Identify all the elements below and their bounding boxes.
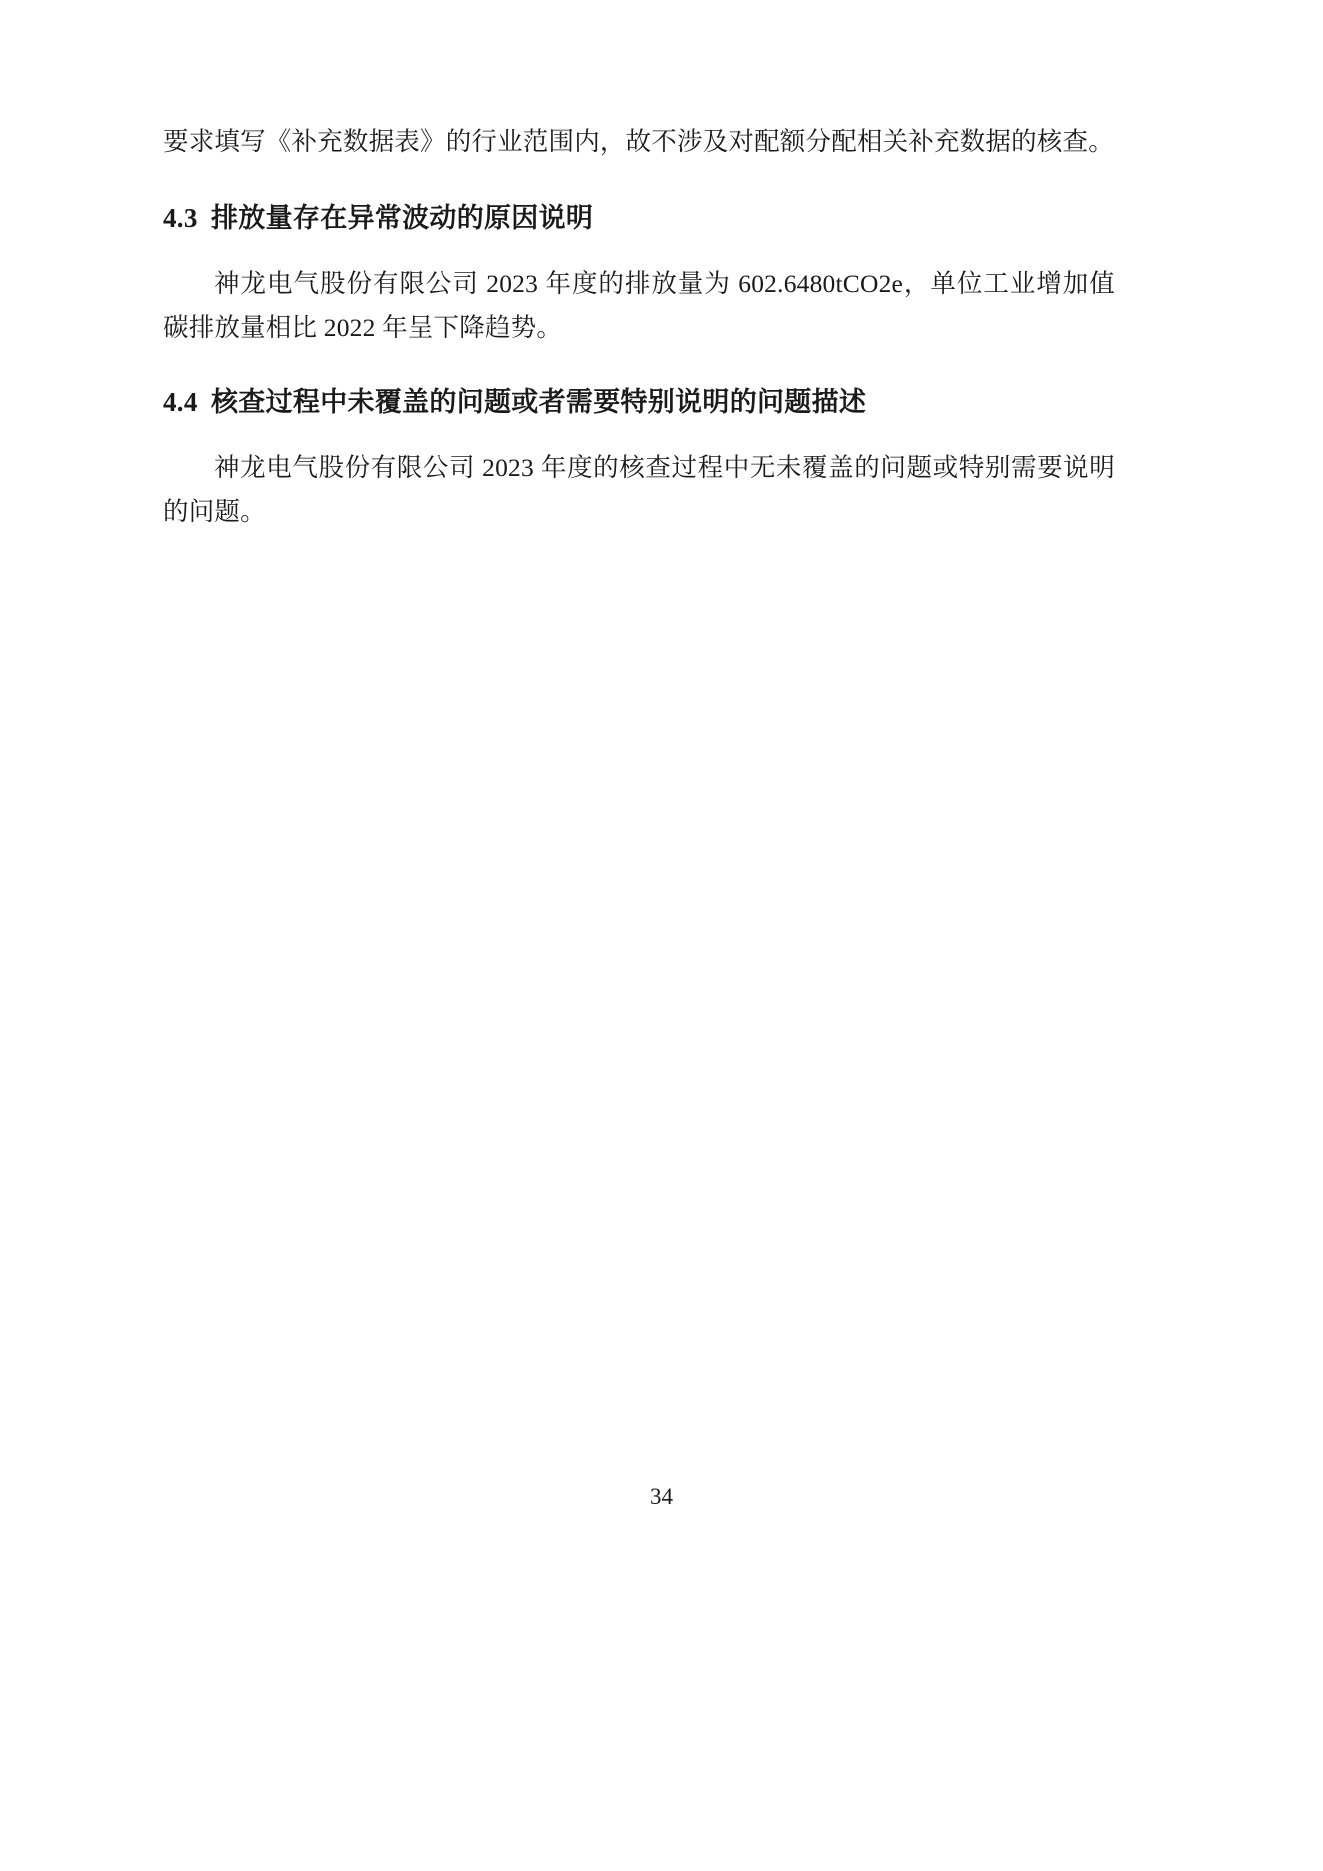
section-body-4-3: 神龙电气股份有限公司 2023 年度的排放量为 602.6480tCO2e，单位工业增加值碳排放量相比 2022 年呈下降趋势。 — [163, 269, 1115, 342]
spacer — [163, 424, 1115, 446]
section-heading-4-4 — [163, 380, 1115, 424]
page-content — [163, 120, 1115, 534]
section-body-4-4: 神龙电气股份有限公司 2023 年度的核查过程中无未覆盖的问题或特别需要说明的问题。 — [163, 453, 1115, 526]
section-heading-4-3 — [163, 196, 1115, 240]
section-number-4-4: 4.4 — [163, 387, 198, 417]
spacer — [163, 240, 1115, 262]
continued-paragraph: 要求填写《补充数据表》的行业范围内，故不涉及对配额分配相关补充数据的核查。 — [163, 127, 1114, 156]
spacer — [163, 350, 1115, 380]
page-number: 34 — [650, 1484, 673, 1509]
section-title-4-4: 核查过程中未覆盖的问题或者需要特别说明的问题描述 — [211, 387, 867, 417]
spacer — [163, 164, 1115, 196]
section-title-4-3: 排放量存在异常波动的原因说明 — [211, 203, 594, 233]
section-number-4-3: 4.3 — [163, 203, 198, 233]
